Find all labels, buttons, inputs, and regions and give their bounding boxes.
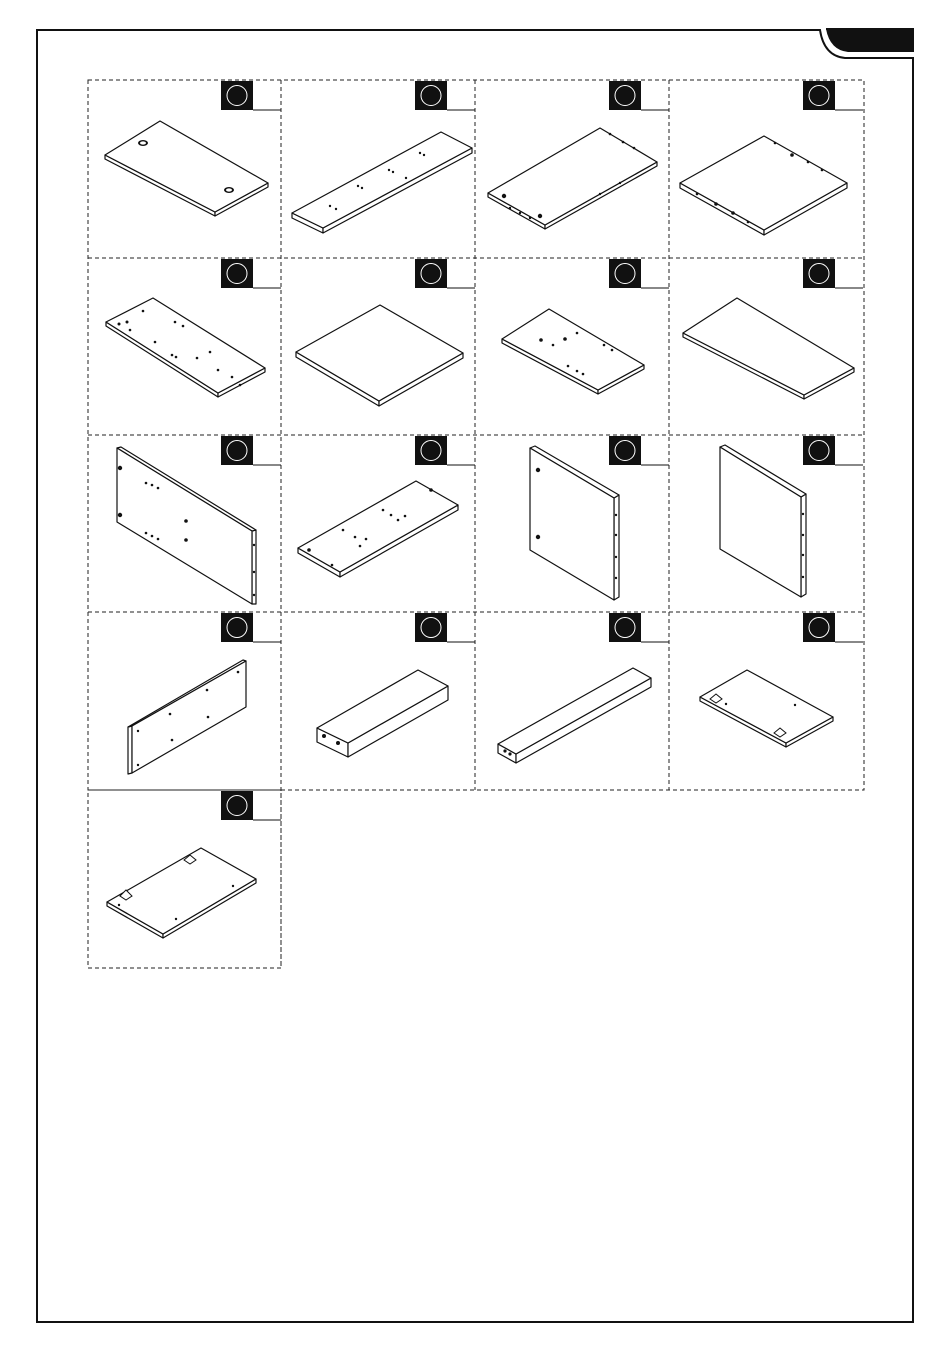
- part-14: [317, 670, 448, 757]
- part-tag-17: [221, 791, 281, 820]
- part-tag-2: [415, 81, 475, 110]
- part-tag-6: [415, 259, 475, 288]
- part-tag-3: [609, 81, 669, 110]
- part-3: [488, 128, 657, 229]
- part-11: [530, 446, 619, 600]
- part-tag-10: [415, 436, 475, 465]
- part-13: [128, 660, 246, 774]
- part-1: [105, 121, 268, 216]
- part-tag-4: [803, 81, 863, 110]
- part-12: [720, 445, 806, 597]
- part-tag-13: [221, 613, 281, 642]
- part-10: [298, 481, 458, 577]
- part-7: [502, 309, 644, 394]
- part-tag-12: [803, 436, 863, 465]
- part-tag-7: [609, 259, 669, 288]
- part-8: [683, 298, 854, 399]
- header-tab: [826, 29, 914, 52]
- part-5: [106, 298, 265, 397]
- part-15: [498, 668, 651, 763]
- part-2: [292, 132, 472, 233]
- part-17: [107, 848, 256, 938]
- part-tag-8: [803, 259, 863, 288]
- part-tag-5: [221, 259, 281, 288]
- part-tag-14: [415, 613, 475, 642]
- part-16: [700, 670, 833, 747]
- part-tag-16: [803, 613, 863, 642]
- part-6: [296, 305, 463, 406]
- part-tag-9: [221, 436, 281, 465]
- part-9: [117, 447, 256, 604]
- part-tag-1: [221, 81, 281, 110]
- part-4: [680, 136, 847, 235]
- part-tag-11: [609, 436, 669, 465]
- part-tag-15: [609, 613, 669, 642]
